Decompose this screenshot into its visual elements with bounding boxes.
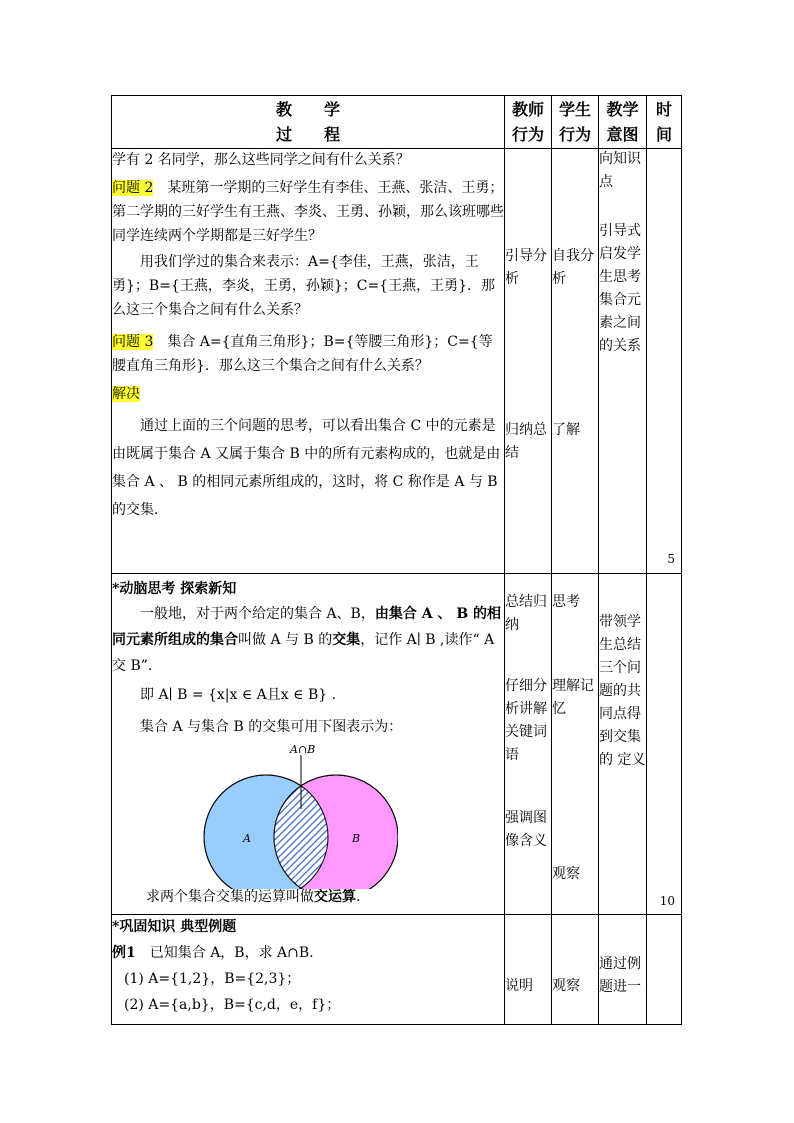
question3-text: 集合 A={直角三角形}；B={等腰三角形}；C={等腰直角三角形}．那么这三个集合之间有什么关系？	[112, 334, 493, 374]
intersection-definition: 一般地，对于两个给定的集合 A、B，由集合 A 、 B 的相同元素所组成的集合叫做 A 与 B 的交集，记作 A∣ B ,读作“ A 交 B”.	[112, 606, 502, 674]
row2-process	[112, 574, 505, 915]
intersection-operation-text: 求两个集合交集的运算叫做交运算.	[146, 889, 361, 905]
section-title-think: *动脑思考 探索新知	[112, 581, 237, 597]
section-title-example: *巩固知识 典型例题	[112, 919, 237, 935]
question3-label: 问题 3	[112, 334, 154, 350]
row1-time	[647, 149, 682, 574]
row2-time	[647, 574, 682, 915]
header-row	[112, 96, 682, 149]
example1-heading: 例1 已知集合 A，B，求 A∩B.	[112, 945, 314, 961]
intersection-formula: 即 A∣ B = {x|x ∈ A且x ∈ B} .	[140, 687, 337, 703]
header-process-line1: 教 学	[275, 100, 340, 119]
row1-intro-text: 学有 2 名同学，那么这些同学之间有什么关系？	[112, 152, 410, 168]
row3-time	[647, 915, 682, 1025]
header-time: 时 间	[647, 96, 682, 149]
row1-student: 自我分析 了解	[552, 149, 599, 574]
header-student: 学生 行为	[552, 96, 599, 149]
row-definition	[112, 574, 682, 915]
row2-intent: 带领学生总结三个问题的共同点得到交集的 定义	[599, 574, 647, 915]
set-notation-text: 用我们学过的集合来表示：A={李佳，王燕，张洁，王勇}；B={王燕，李炎，王勇，孙颖}；C={王燕，王勇}．那么这三个集合之间有什么关系？	[112, 254, 495, 318]
venn-intro-text: 集合 A 与集合 B 的交集可用下图表示为：	[140, 719, 403, 735]
row-problems	[112, 149, 682, 574]
venn-svg	[198, 739, 398, 889]
solve-label: 解决	[112, 386, 140, 402]
row2-teacher: 总结归纳 仔细分析讲解关键词语 强调图像含义	[505, 574, 552, 915]
row1-teacher: 引导分析 归纳总结	[505, 149, 552, 574]
example1-item2: (2) A={a,b}，B={c,d，e，f}；	[124, 997, 341, 1013]
question2-text: 某班第一学期的三好学生有李佳、王燕、张洁、王勇；第二学期的三好学生有王燕、李炎、王勇、孙颖，那么该班哪些同学连续两个学期都是三好学生？	[112, 180, 504, 244]
row1-time-value: 5	[667, 552, 675, 566]
question2	[112, 176, 504, 248]
question3	[112, 330, 504, 378]
example1-item1: (1) A={1,2}，B={2,3}；	[124, 971, 301, 987]
lesson-plan-table	[111, 95, 682, 1025]
row3-student: 观察	[552, 915, 599, 1025]
row1-process	[112, 149, 505, 574]
solve-section	[112, 382, 504, 406]
label-set-a: A	[243, 832, 251, 845]
row1-intent: 向知识点 引导式启发学生思考集合元素之间的关系	[599, 149, 647, 574]
row3-teacher: 说明	[505, 915, 552, 1025]
header-teacher: 教师 行为	[505, 96, 552, 149]
venn-diagram	[112, 739, 504, 889]
label-intersection: A∩B	[290, 743, 316, 756]
label-set-b: B	[352, 832, 361, 845]
header-process	[112, 96, 505, 149]
row3-intent: 通过例题进一	[599, 915, 647, 1025]
question2-label: 问题 2	[112, 180, 154, 196]
conclusion-text: 通过上面的三个问题的思考，可以看出集合 C 中的元素是由既属于集合 A 又属于集合 B 中的所有元素构成的，也就是由集合 A 、 B 的相同元素所组成的，这时，将 C 称作是 A 与 B 的交集．	[112, 418, 501, 518]
row2-student: 思考 理解记忆 观察	[552, 574, 599, 915]
row2-time-value: 10	[659, 894, 675, 908]
row3-process	[112, 915, 505, 1025]
header-process-line2: 过 程	[275, 125, 340, 144]
row-example	[112, 915, 682, 1025]
header-intent: 教学 意图	[599, 96, 647, 149]
